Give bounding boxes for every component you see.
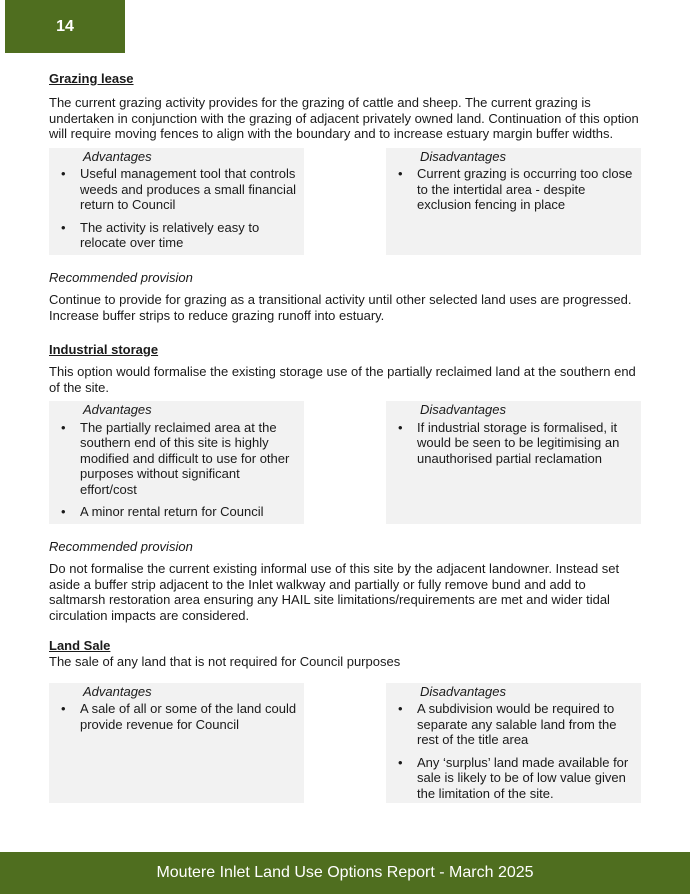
footer-text: Moutere Inlet Land Use Options Report - March 2025 <box>156 864 534 881</box>
list-item: • A minor rental return for Council <box>80 504 298 520</box>
section-intro: The current grazing activity provides for the grazing of cattle and sheep. The current grazing is undertaken in conjunction with the grazing of adjacent privately owned land. Continuation of this option will require moving fences to align with the boundary and to increase estuary margin buffer widths. <box>49 95 639 141</box>
list-item: • The partially reclaimed area at the southern end of this site is highly modified and difficult to use for other purposes without significant effort/cost <box>80 420 298 498</box>
list-item: • Useful management tool that controls weeds and produces a small financial return to Council <box>80 166 298 213</box>
section-heading: Grazing lease <box>49 71 134 86</box>
list-item: • If industrial storage is formalised, it would be seen to be legitimising an unauthorised partial reclamation <box>417 420 635 467</box>
recommended-label: Recommended provision <box>49 269 193 285</box>
section-intro: This option would formalise the existing storage use of the partially reclaimed land at the southern end of the site. <box>49 364 636 395</box>
document-body <box>49 70 641 803</box>
disadvantages-column <box>386 401 641 524</box>
pros-cons-table <box>49 148 641 255</box>
list-item: • Current grazing is occurring too close to the intertidal area - despite exclusion fencing in place <box>417 166 635 213</box>
recommended-text: Do not formalise the current existing informal use of this site by the adjacent landowner. Instead set aside a buffer strip adjacent to the Inlet walkway and partially or fully remove bund and add to saltmarsh restoration area ensuring any HAIL site limitations/requirements are met and wider tidal circulation impacts are considered. <box>49 561 620 623</box>
section-intro: The sale of any land that is not required for Council purposes <box>49 654 401 669</box>
advantages-heading: Advantages <box>83 148 152 164</box>
advantages-column <box>49 401 304 524</box>
disadvantages-column <box>386 148 641 255</box>
page-number: 14 <box>56 17 74 35</box>
advantages-list <box>61 420 298 520</box>
recommended-text: Continue to provide for grazing as a transitional activity until other selected land uses are progressed. Increase buffer strips to reduce grazing runoff into estuary. <box>49 292 632 323</box>
section-grazing-lease <box>49 70 641 323</box>
disadvantages-heading: Disadvantages <box>420 683 506 699</box>
list-item: • A subdivision would be required to separate any salable land from the rest of the title area <box>417 701 635 748</box>
section-heading: Land Sale <box>49 638 111 653</box>
disadvantages-list <box>398 420 635 467</box>
section-heading: Industrial storage <box>49 342 159 357</box>
advantages-column <box>49 148 304 255</box>
advantages-column <box>49 683 304 804</box>
advantages-heading: Advantages <box>83 683 152 699</box>
pros-cons-table <box>49 683 641 804</box>
disadvantages-heading: Disadvantages <box>420 148 506 164</box>
list-item: • Any ‘surplus’ land made available for sale is likely to be of low value given the limitation of the site. <box>417 755 635 802</box>
disadvantages-column <box>386 683 641 804</box>
recommended-label: Recommended provision <box>49 538 193 554</box>
page-number-tab <box>5 0 125 53</box>
section-land-sale <box>49 637 641 803</box>
advantages-list <box>61 701 298 732</box>
section-industrial-storage <box>49 341 641 623</box>
advantages-list <box>61 166 298 251</box>
list-item: • The activity is relatively easy to relocate over time <box>80 220 298 251</box>
disadvantages-list <box>398 701 635 801</box>
page-footer <box>0 852 690 894</box>
disadvantages-heading: Disadvantages <box>420 402 506 417</box>
list-item: • A sale of all or some of the land could provide revenue for Council <box>80 701 298 732</box>
advantages-heading: Advantages <box>83 402 152 417</box>
pros-cons-table <box>49 401 641 524</box>
disadvantages-list <box>398 166 635 213</box>
